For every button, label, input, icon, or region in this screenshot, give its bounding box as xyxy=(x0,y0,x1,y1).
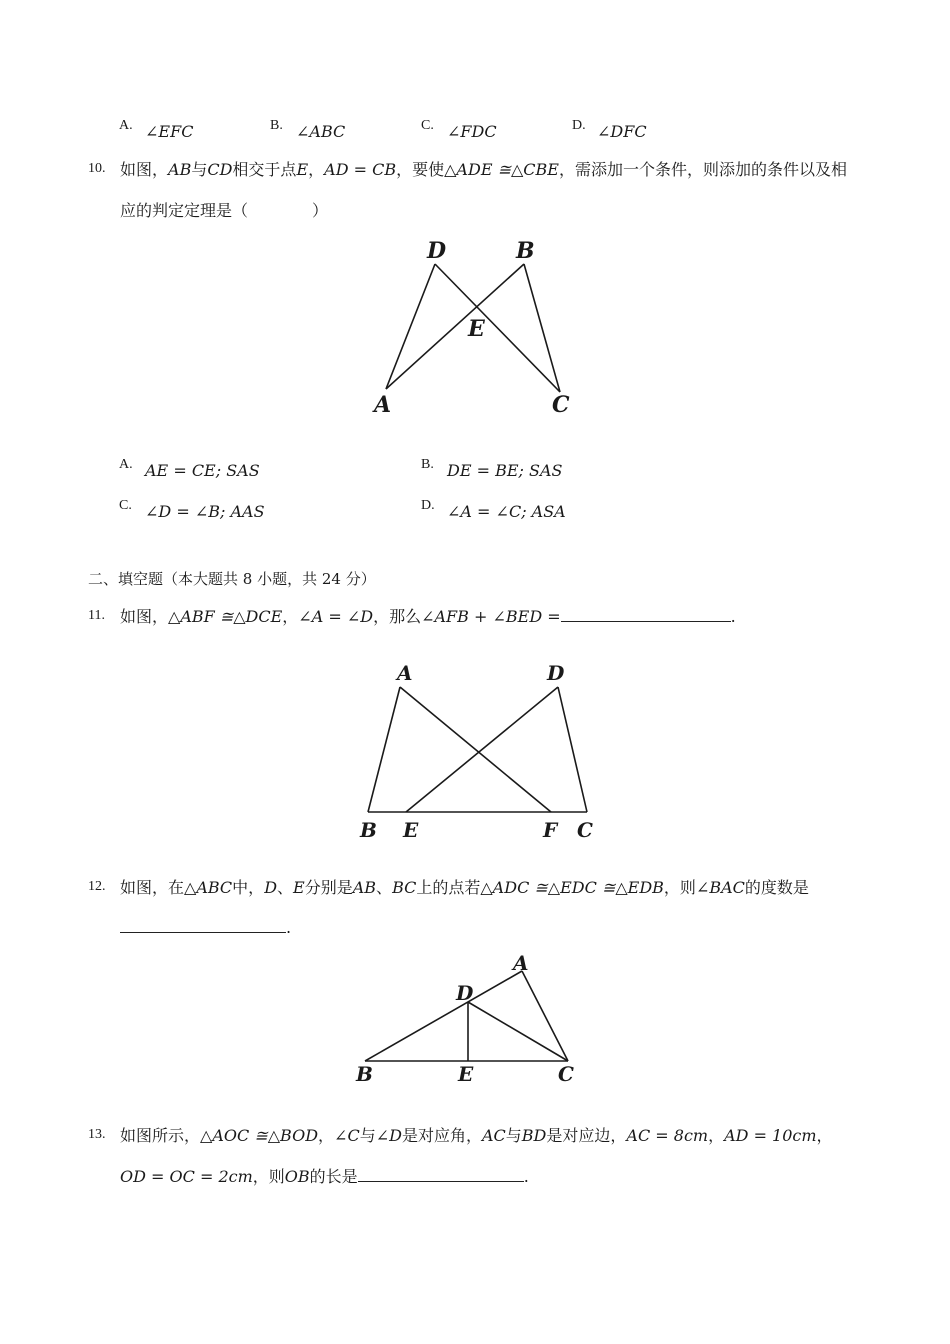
q10-text: ，要使 xyxy=(396,160,445,179)
q13-text: 是对应角， xyxy=(401,1126,482,1145)
q10-text: 与 xyxy=(191,160,208,179)
q11-math: ∠AFB + ∠BED = xyxy=(421,607,561,626)
q10-text: ，需添加一个条件，则添加的条件以及相 xyxy=(558,160,847,179)
q13-number: 13. xyxy=(88,1127,106,1142)
label-c: C xyxy=(577,818,593,842)
q10-math: △ADE ≅△CBE xyxy=(444,160,559,179)
q11-stem xyxy=(120,604,736,627)
q13-math: AD = 10cm xyxy=(724,1126,817,1145)
label-a: A xyxy=(374,392,392,418)
q9-option-c: ∠FDC xyxy=(447,122,497,141)
q13-period: . xyxy=(523,1167,529,1186)
q13-text: 的长是 xyxy=(309,1167,358,1186)
label-e: E xyxy=(403,818,419,842)
q13-text: 如图所示， xyxy=(120,1126,201,1145)
q11-text: ， xyxy=(282,607,299,626)
q11-period: . xyxy=(730,607,736,626)
q10-option-c: ∠D = ∠B; AAS xyxy=(145,502,265,521)
q10-option-b-label: B. xyxy=(421,457,434,472)
answer-blank[interactable] xyxy=(358,1180,524,1182)
q9-option-b: ∠ABC xyxy=(296,122,346,141)
q9-option-d-label: D. xyxy=(572,118,586,133)
q13-math: △AOC ≅△BOD xyxy=(200,1126,319,1145)
q10-text: ， xyxy=(308,160,325,179)
label-c: C xyxy=(552,392,570,418)
q13-text: ，则 xyxy=(252,1167,285,1186)
q12-math: △ADC ≅△EDC ≅△EDB xyxy=(480,878,664,897)
q10-math: AB xyxy=(168,160,192,179)
q13-text: ， xyxy=(816,1126,833,1145)
q12-text: ，则 xyxy=(663,878,696,897)
q10-option-b: DE = BE; SAS xyxy=(447,461,563,480)
q12-math: BC xyxy=(392,878,417,897)
q9-option-a: ∠EFC xyxy=(145,122,194,141)
segment-ba xyxy=(365,971,522,1061)
q11-figure xyxy=(355,655,605,845)
q13-text: 与 xyxy=(505,1126,522,1145)
q12-number: 12. xyxy=(88,879,106,894)
q11-number: 11. xyxy=(88,608,105,623)
q13-text: 是对应边， xyxy=(546,1126,627,1145)
q10-math: AD = CB xyxy=(324,160,397,179)
segment-ad xyxy=(386,264,435,389)
q12-stem xyxy=(120,875,809,898)
label-f: F xyxy=(543,818,558,842)
q12-math: D xyxy=(264,878,278,897)
q10-option-d: ∠A = ∠C; ASA xyxy=(447,502,566,521)
q12-period: . xyxy=(286,918,292,937)
segment-ab xyxy=(386,264,524,389)
label-d: D xyxy=(427,238,447,264)
q13-text: ， xyxy=(708,1126,725,1145)
q13-text: ， xyxy=(318,1126,335,1145)
q12-text: 、 xyxy=(277,878,294,897)
q13-stem-line2 xyxy=(120,1164,529,1187)
q11-text: 如图， xyxy=(120,607,169,626)
q10-option-a: AE = CE; SAS xyxy=(145,461,260,480)
q10-option-d-label: D. xyxy=(421,498,435,513)
q12-answer-line xyxy=(120,918,291,937)
q13-math: ∠C xyxy=(334,1126,360,1145)
label-b: B xyxy=(356,1062,373,1086)
section-heading: 二、填空题（本大题共 8 小题，共 24 分） xyxy=(88,570,376,588)
q10-text: 相交于点 xyxy=(232,160,297,179)
q13-math: AC = 8cm xyxy=(626,1126,709,1145)
q10-math: CD xyxy=(207,160,233,179)
q9-option-c-label: C. xyxy=(421,118,434,133)
q10-option-c-label: C. xyxy=(119,498,132,513)
q12-text: 上的点若 xyxy=(416,878,481,897)
label-b: B xyxy=(516,238,535,264)
label-d: D xyxy=(547,661,565,685)
q13-math: AC xyxy=(481,1126,506,1145)
q10-figure xyxy=(360,232,590,422)
q13-math: OD = OC = 2cm xyxy=(120,1167,253,1186)
q12-text: 如图，在 xyxy=(120,878,185,897)
q13-math: ∠D xyxy=(375,1126,402,1145)
label-d: D xyxy=(456,981,474,1005)
answer-blank[interactable] xyxy=(120,931,286,933)
q10-math: E xyxy=(296,160,309,179)
q12-math: AB xyxy=(352,878,377,897)
q10-number: 10. xyxy=(88,161,106,176)
q11-math: ∠A = ∠D xyxy=(298,607,374,626)
label-a: A xyxy=(513,951,529,975)
q12-text: 的度数是 xyxy=(744,878,809,897)
label-e: E xyxy=(458,1062,474,1086)
q13-stem-line1 xyxy=(120,1123,833,1146)
q11-text: ，那么 xyxy=(373,607,422,626)
segment-ab xyxy=(368,687,400,812)
q12-math: △ABC xyxy=(184,878,233,897)
label-e: E xyxy=(468,316,485,342)
label-a: A xyxy=(397,661,413,685)
q13-math: OB xyxy=(284,1167,310,1186)
q10-text: 如图， xyxy=(120,160,169,179)
q12-text: 中， xyxy=(232,878,265,897)
q9-option-d: ∠DFC xyxy=(597,122,647,141)
q9-option-b-label: B. xyxy=(270,118,283,133)
q13-math: BD xyxy=(521,1126,547,1145)
q11-math: △ABF ≅△DCE xyxy=(168,607,283,626)
q12-text: 分别是 xyxy=(304,878,353,897)
segment-cd xyxy=(558,687,587,812)
q10-option-a-label: A. xyxy=(119,457,133,472)
q12-math: ∠BAC xyxy=(695,878,745,897)
q9-option-a-label: A. xyxy=(119,118,133,133)
label-b: B xyxy=(360,818,377,842)
q10-stem-line2: 应的判定定理是（ ） xyxy=(120,201,329,220)
answer-blank[interactable] xyxy=(561,620,731,622)
label-c: C xyxy=(558,1062,574,1086)
q10-stem-line1 xyxy=(120,157,847,180)
q12-math: E xyxy=(293,878,305,897)
segment-af xyxy=(400,687,551,812)
segment-de xyxy=(406,687,558,812)
q12-figure xyxy=(350,950,590,1090)
q12-text: 、 xyxy=(376,878,393,897)
q13-text: 与 xyxy=(359,1126,376,1145)
